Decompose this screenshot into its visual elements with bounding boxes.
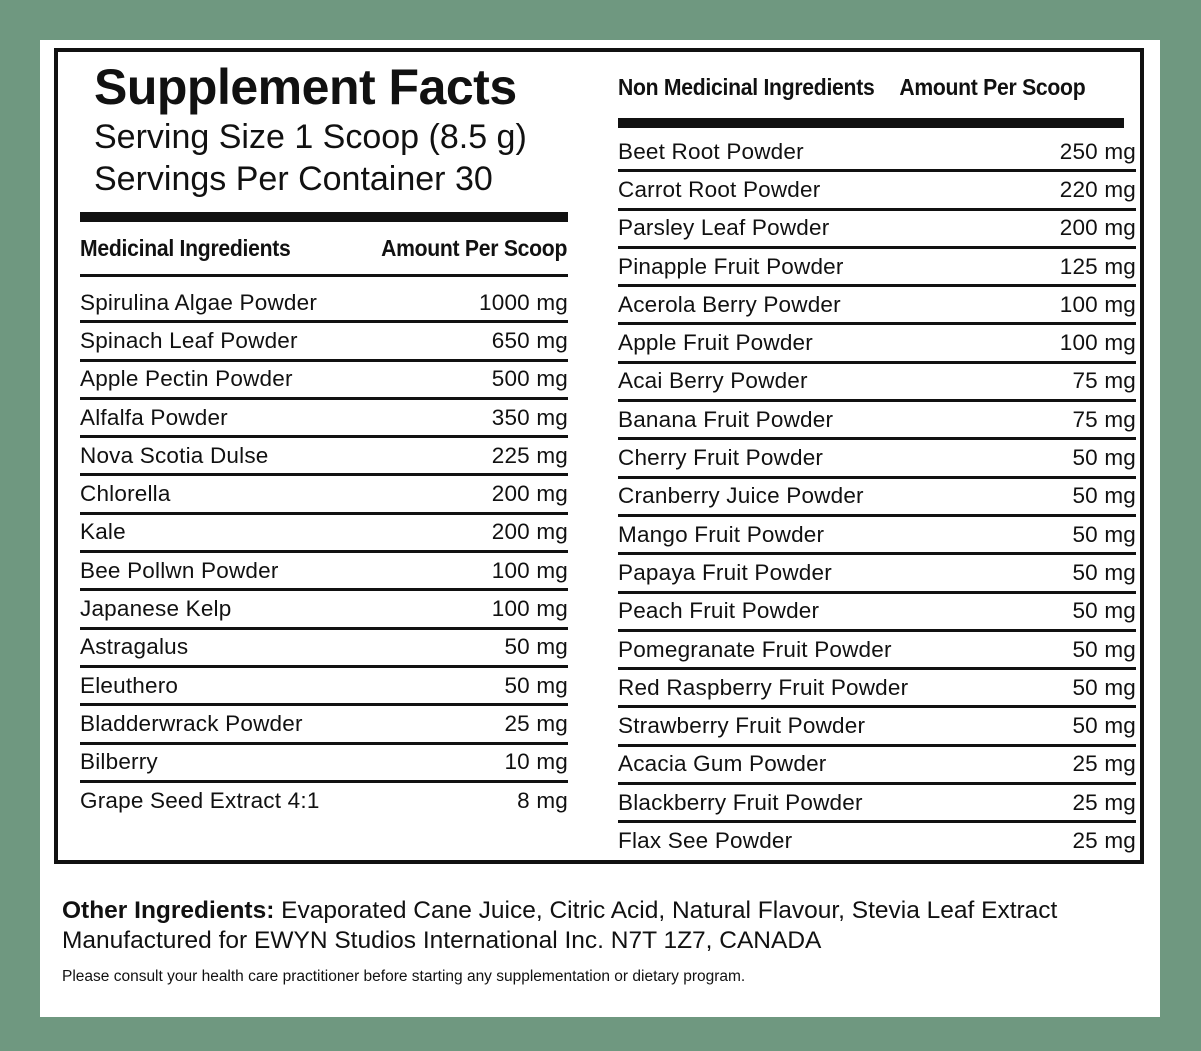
ingredient-amount: 100 mg — [1059, 330, 1136, 356]
ingredient-name: Bladderwrack Powder — [80, 710, 303, 736]
non-medicinal-header-amount: Amount Per Scoop — [899, 73, 1086, 100]
ingredient-amount: 25 mg — [504, 710, 568, 736]
thick-divider — [618, 118, 1124, 128]
ingredient-row — [80, 438, 568, 476]
ingredient-amount: 75 mg — [1072, 406, 1136, 432]
ingredient-name: Spirulina Algae Powder — [80, 289, 318, 315]
ingredient-name: Papaya Fruit Powder — [618, 559, 832, 585]
ingredient-name: Blackberry Fruit Powder — [618, 789, 863, 815]
ingredient-row — [618, 823, 1136, 858]
manufacturer-line: Manufactured for EWYN Studios International Inc. N7T 1Z7, CANADA — [62, 927, 822, 954]
ingredient-amount: 25 mg — [1072, 751, 1136, 777]
medicinal-list — [80, 285, 568, 818]
ingredient-amount: 50 mg — [1072, 636, 1136, 662]
ingredient-amount: 200 mg — [491, 481, 568, 507]
ingredient-name: Carrot Root Powder — [618, 176, 821, 202]
ingredient-row — [80, 591, 568, 629]
ingredient-row — [618, 479, 1136, 517]
ingredient-name: Bee Pollwn Powder — [80, 557, 279, 583]
servings-per-container: Servings Per Container 30 — [94, 160, 493, 198]
ingredient-name: Cranberry Juice Powder — [618, 483, 864, 509]
ingredient-name: Apple Fruit Powder — [618, 330, 813, 356]
ingredient-name: Astragalus — [80, 634, 189, 660]
ingredient-row — [618, 172, 1136, 210]
ingredient-row — [80, 668, 568, 706]
ingredient-amount: 50 mg — [1072, 559, 1136, 585]
ingredient-amount: 225 mg — [491, 442, 568, 468]
other-ingredients — [62, 896, 1152, 926]
footer — [62, 896, 1152, 988]
ingredient-row — [618, 747, 1136, 785]
ingredient-amount: 100 mg — [491, 596, 568, 622]
ingredient-amount: 200 mg — [1059, 215, 1136, 241]
ingredient-name: Mango Fruit Powder — [618, 521, 825, 547]
ingredient-amount: 50 mg — [504, 634, 568, 660]
ingredient-amount: 25 mg — [1072, 827, 1136, 853]
ingredient-name: Beet Root Powder — [618, 138, 804, 164]
medicinal-header-name: Medicinal Ingredients — [80, 234, 291, 261]
ingredient-name: Kale — [80, 519, 126, 545]
ingredient-row — [618, 402, 1136, 440]
ingredient-row — [80, 515, 568, 553]
ingredient-amount: 100 mg — [491, 557, 568, 583]
ingredient-row — [618, 708, 1136, 746]
ingredient-amount: 10 mg — [504, 749, 568, 775]
ingredient-name: Acai Berry Powder — [618, 368, 808, 394]
ingredient-name: Strawberry Fruit Powder — [618, 713, 866, 739]
ingredient-name: Grape Seed Extract 4:1 — [80, 787, 320, 813]
supplement-facts-panel — [54, 48, 1144, 864]
ingredient-amount: 200 mg — [491, 519, 568, 545]
ingredient-row — [618, 325, 1136, 363]
ingredient-name: Acacia Gum Powder — [618, 751, 827, 777]
ingredient-name: Bilberry — [80, 749, 158, 775]
ingredient-row — [80, 745, 568, 783]
non-medicinal-header — [618, 56, 1095, 118]
ingredient-name: Pomegranate Fruit Powder — [618, 636, 892, 662]
ingredient-amount: 1000 mg — [479, 289, 568, 315]
ingredient-name: Red Raspberry Fruit Powder — [618, 674, 909, 700]
ingredient-row — [618, 632, 1136, 670]
ingredient-name: Nova Scotia Dulse — [80, 442, 269, 468]
ingredient-amount: 50 mg — [504, 672, 568, 698]
ingredient-row — [618, 287, 1136, 325]
ingredient-row — [618, 555, 1136, 593]
thin-divider — [80, 274, 568, 277]
ingredient-amount: 220 mg — [1059, 176, 1136, 202]
ingredient-amount: 50 mg — [1072, 521, 1136, 547]
ingredient-row — [80, 783, 568, 818]
ingredient-row — [80, 553, 568, 591]
other-ingredients-text: Evaporated Cane Juice, Citric Acid, Natural Flavour, Stevia Leaf Extract — [274, 897, 1058, 924]
ingredient-amount: 50 mg — [1072, 483, 1136, 509]
left-column — [80, 52, 568, 818]
ingredient-name: Alfalfa Powder — [80, 404, 228, 430]
non-medicinal-list — [618, 134, 1136, 859]
ingredient-name: Japanese Kelp — [80, 596, 232, 622]
ingredient-row — [80, 630, 568, 668]
ingredient-name: Pinapple Fruit Powder — [618, 253, 844, 279]
ingredient-amount: 50 mg — [1072, 598, 1136, 624]
ingredient-name: Spinach Leaf Powder — [80, 327, 298, 353]
ingredient-name: Banana Fruit Powder — [618, 406, 834, 432]
ingredient-amount: 350 mg — [491, 404, 568, 430]
ingredient-row — [80, 400, 568, 438]
ingredient-row — [618, 364, 1136, 402]
ingredient-amount: 75 mg — [1072, 368, 1136, 394]
ingredient-row — [618, 594, 1136, 632]
ingredient-amount: 50 mg — [1072, 674, 1136, 700]
page-title: Supplement Facts — [94, 59, 517, 115]
ingredient-row — [80, 476, 568, 514]
ingredient-row — [80, 362, 568, 400]
ingredient-amount: 250 mg — [1059, 138, 1136, 164]
ingredient-name: Peach Fruit Powder — [618, 598, 820, 624]
ingredient-amount: 650 mg — [491, 327, 568, 353]
ingredient-row — [618, 134, 1136, 172]
ingredient-name: Parsley Leaf Powder — [618, 215, 830, 241]
medicinal-header — [80, 222, 567, 274]
disclaimer: Please consult your health care practitioner before starting any supplementation or dietary program. — [62, 968, 746, 985]
ingredient-amount: 50 mg — [1072, 445, 1136, 471]
medicinal-header-amount: Amount Per Scoop — [381, 234, 568, 261]
thick-divider — [80, 212, 568, 222]
ingredient-amount: 125 mg — [1059, 253, 1136, 279]
ingredient-row — [618, 670, 1136, 708]
non-medicinal-header-name: Non Medicinal Ingredients — [618, 73, 875, 100]
ingredient-row — [618, 440, 1136, 478]
ingredient-row — [618, 785, 1136, 823]
ingredient-row — [80, 706, 568, 744]
other-ingredients-label: Other Ingredients: — [62, 897, 275, 924]
ingredient-row — [80, 323, 568, 361]
ingredient-amount: 50 mg — [1072, 713, 1136, 739]
ingredient-row — [618, 249, 1136, 287]
ingredient-amount: 25 mg — [1072, 789, 1136, 815]
ingredient-name: Apple Pectin Powder — [80, 366, 293, 392]
ingredient-row — [80, 285, 568, 323]
ingredient-amount: 500 mg — [491, 366, 568, 392]
ingredient-row — [618, 517, 1136, 555]
ingredient-name: Flax See Powder — [618, 827, 793, 853]
ingredient-row — [618, 211, 1136, 249]
serving-size: Serving Size 1 Scoop (8.5 g) — [94, 118, 527, 156]
ingredient-name: Cherry Fruit Powder — [618, 445, 824, 471]
ingredient-name: Acerola Berry Powder — [618, 291, 841, 317]
ingredient-name: Eleuthero — [80, 672, 179, 698]
ingredient-name: Chlorella — [80, 481, 171, 507]
right-column — [618, 52, 1136, 859]
ingredient-amount: 100 mg — [1059, 291, 1136, 317]
label-card — [40, 40, 1160, 1017]
ingredient-amount: 8 mg — [517, 787, 568, 813]
